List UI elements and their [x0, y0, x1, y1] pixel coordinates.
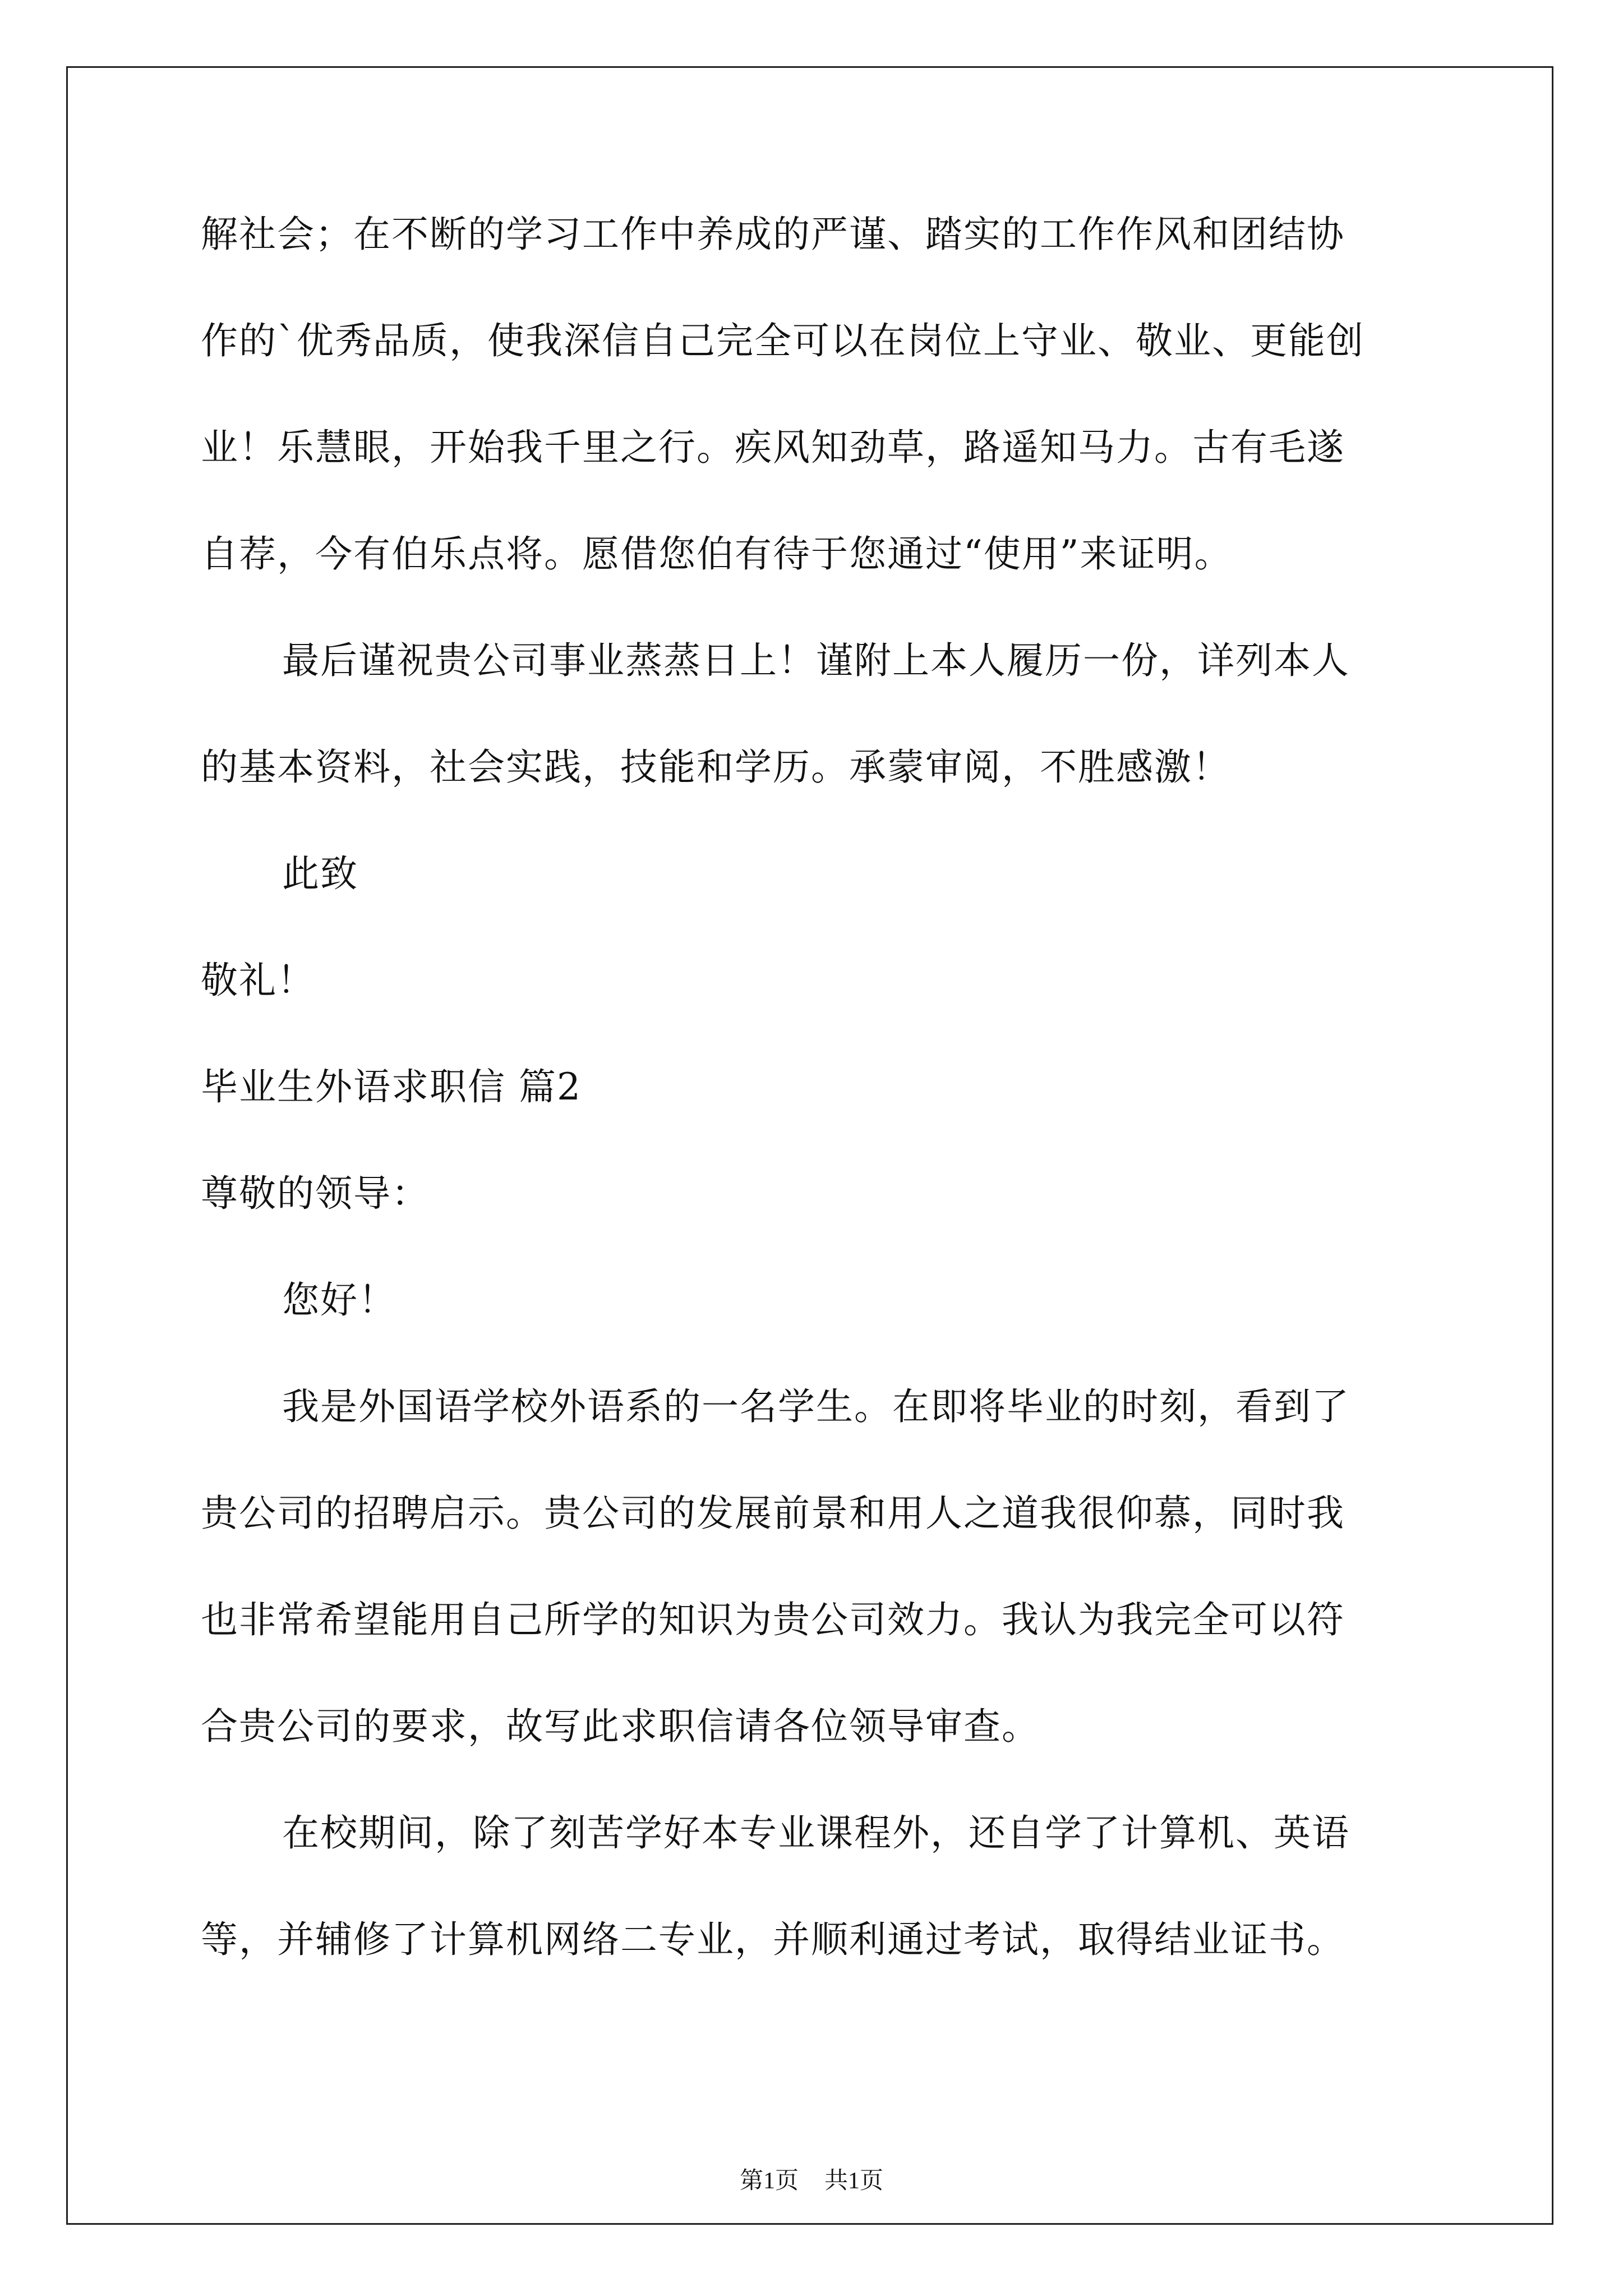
page-number: 第1页 — [739, 2168, 799, 2194]
page-total: 共1页 — [824, 2168, 884, 2194]
section-heading: 毕业生外语求职信 篇2 — [201, 1065, 582, 1108]
text-line-15: 合贵公司的要求，故写此求职信请各位领导审查。 — [201, 1705, 1040, 1748]
document-body — [201, 208, 1435, 2019]
text-line-13: 贵公司的招聘启示。贵公司的发展前景和用人之道我很仰慕，同时我 — [201, 1492, 1345, 1535]
greeting-recipient: 尊敬的领导： — [201, 1172, 430, 1215]
text-line-2: 作的`优秀品质，使我深信自己完全可以在岗位上守业、敬业、更能创 — [201, 319, 1364, 362]
text-line-3: 业！乐慧眼，开始我千里之行。疾风知劲草，路遥知马力。古有毛遂 — [201, 426, 1345, 469]
text-line-17: 等，并辅修了计算机网络二专业，并顺利通过考试，取得结业证书。 — [201, 1918, 1345, 1961]
greeting-hello: 您好！ — [282, 1278, 396, 1322]
page-footer — [0, 2165, 1623, 2197]
text-line-6: 的基本资料，社会实践，技能和学历。承蒙审阅，不胜感激！ — [201, 746, 1230, 789]
text-line-14: 也非常希望能用自己所学的知识为贵公司效力。我认为我完全可以符 — [201, 1598, 1345, 1641]
text-line-4: 自荐，今有伯乐点将。愿借您伯有待于您通过“使用”来证明。 — [201, 532, 1233, 576]
text-line-1: 解社会；在不断的学习工作中养成的严谨、踏实的工作作风和团结协 — [201, 213, 1345, 256]
text-line-12: 我是外国语学校外语系的一名学生。在即将毕业的时刻，看到了 — [282, 1385, 1350, 1428]
text-line-5: 最后谨祝贵公司事业蒸蒸日上！谨附上本人履历一份，详列本人 — [282, 639, 1350, 682]
closing-regards: 敬礼！ — [201, 959, 315, 1002]
closing-salutation: 此致 — [282, 852, 358, 895]
text-line-16: 在校期间，除了刻苦学好本专业课程外，还自学了计算机、英语 — [282, 1811, 1350, 1855]
